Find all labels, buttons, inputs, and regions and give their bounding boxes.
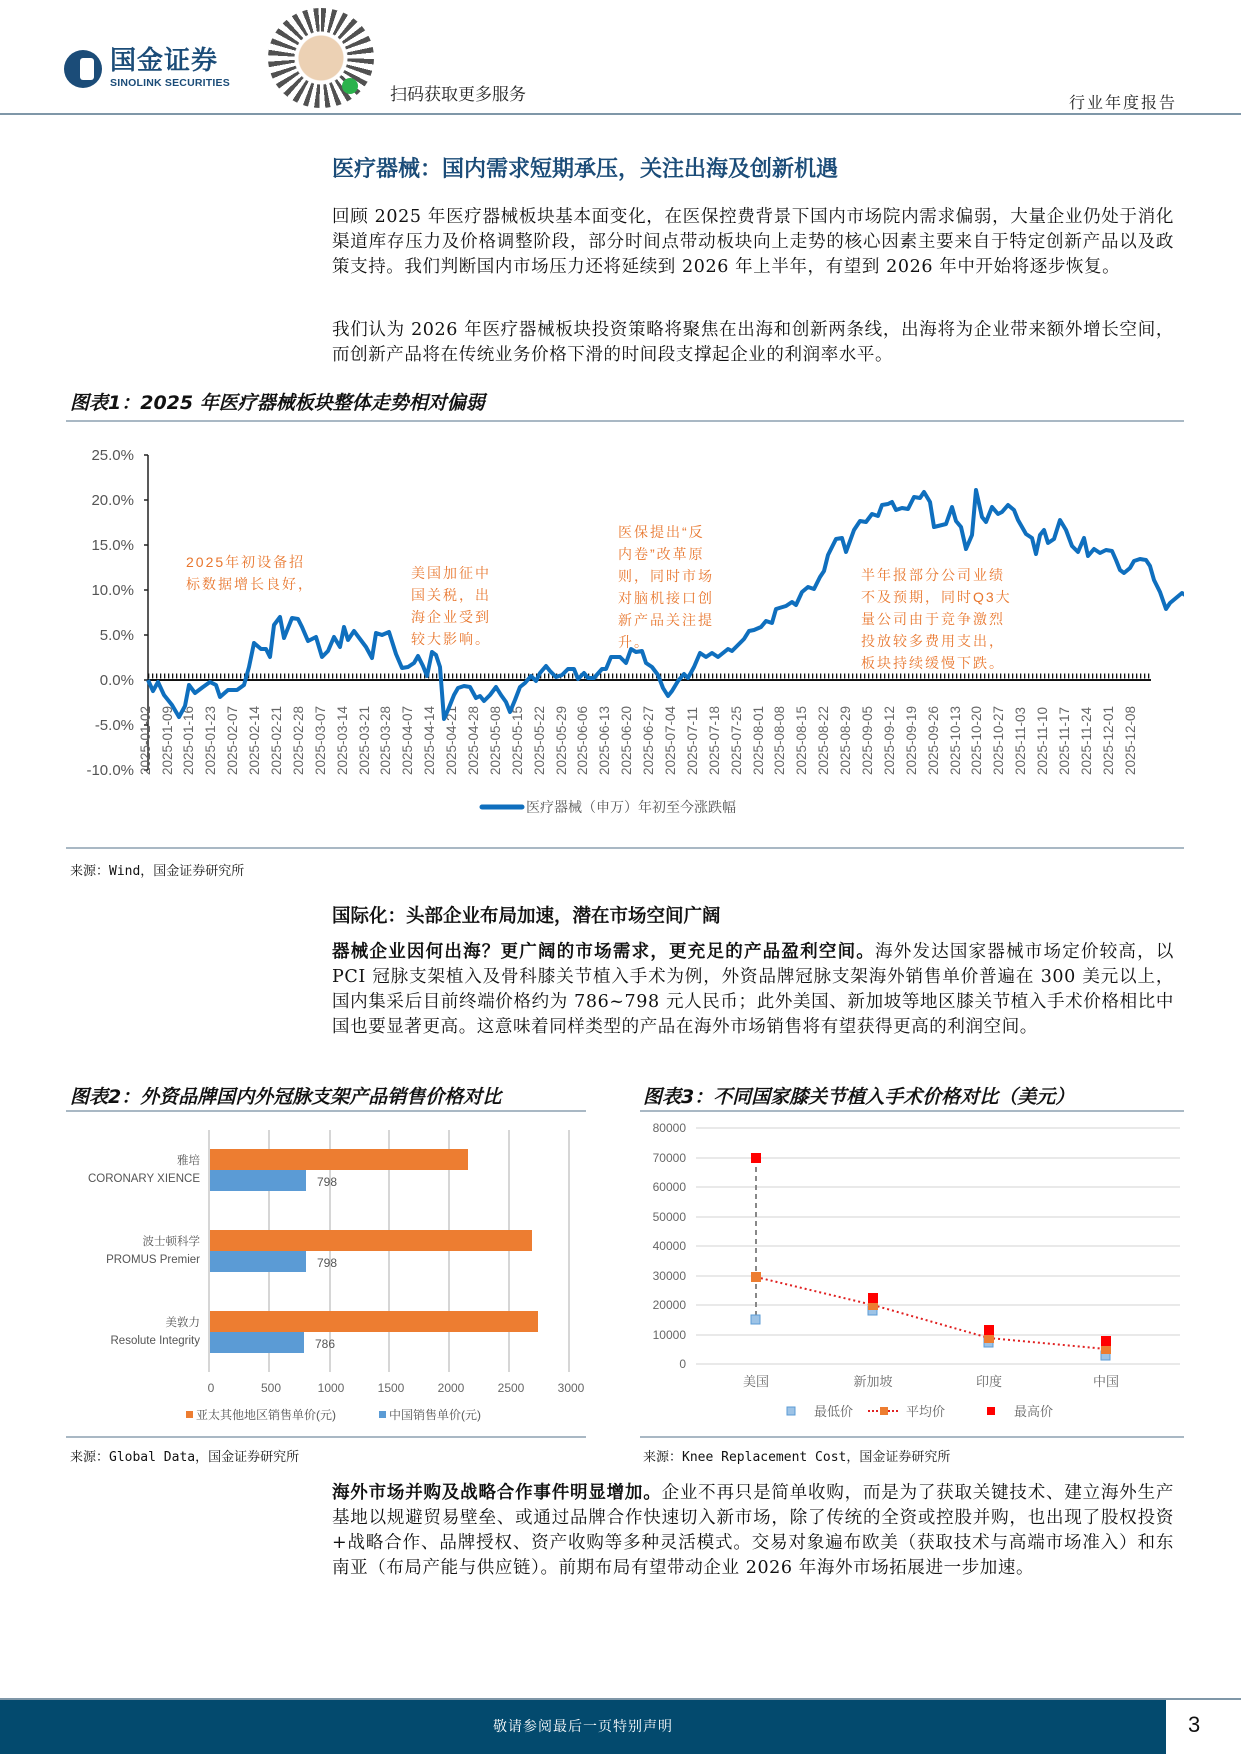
svg-text:-10.0%: -10.0% [86, 762, 134, 779]
paragraph-why-overseas-lead: 器械企业因何出海？更广阔的市场需求，更充足的产品盈利空间。 [332, 942, 876, 962]
gridlines [696, 1128, 1180, 1364]
subsection-title: 国际化：头部企业布局加速，潜在市场空间广阔 [332, 906, 721, 927]
svg-text:医疗器械（申万）年初至今涨跌幅: 医疗器械（申万）年初至今涨跌幅 [526, 800, 736, 816]
series-avg [751, 1272, 1111, 1354]
svg-text:20.0%: 20.0% [91, 492, 134, 509]
svg-text:20000: 20000 [652, 1298, 686, 1312]
svg-text:2025-01-02: 2025-01-02 [138, 705, 153, 775]
svg-text:中国销售单价(元): 中国销售单价(元) [389, 1408, 481, 1422]
svg-text:2025-06-20: 2025-06-20 [619, 705, 634, 775]
bar-abbott-apac [210, 1149, 468, 1170]
svg-text:PROMUS Premier: PROMUS Premier [106, 1254, 200, 1266]
svg-text:美国加征中: 美国加征中 [411, 565, 491, 581]
figure2-legend [186, 1407, 481, 1422]
paragraph-strategy: 我们认为 2026 年医疗器械板块投资策略将聚焦在出海和创新两条线，出海将为企业带来额外增长空间，而创新产品将在传统业务价格下滑的时间段支撑起企业的利润率水平。 [332, 320, 1174, 365]
svg-text:2025-03-28: 2025-03-28 [378, 705, 393, 775]
svg-text:2025-09-19: 2025-09-19 [904, 705, 919, 775]
figure3-legend [787, 1404, 1053, 1419]
svg-text:2025-12-01: 2025-12-01 [1101, 705, 1116, 775]
svg-text:2025-05-08: 2025-05-08 [488, 705, 503, 775]
figure1-bottom-rule [66, 847, 1184, 849]
page-number: 3 [1188, 1712, 1201, 1737]
svg-text:半年报部分公司业绩: 半年报部分公司业绩 [861, 567, 1005, 583]
annotation-early-2025 [186, 554, 314, 593]
svg-text:美国: 美国 [742, 1374, 770, 1389]
svg-text:2025-11-03: 2025-11-03 [1013, 706, 1028, 775]
svg-text:2025-02-07: 2025-02-07 [225, 705, 240, 775]
svg-text:10.0%: 10.0% [91, 582, 134, 599]
svg-text:内卷”改革原: 内卷”改革原 [618, 546, 705, 562]
svg-text:0: 0 [679, 1357, 686, 1371]
logo-icon [64, 50, 102, 88]
svg-text:2025-09-05: 2025-09-05 [860, 705, 875, 775]
svg-text:波士顿科学: 波士顿科学 [142, 1236, 200, 1248]
svg-text:2025-07-18: 2025-07-18 [707, 705, 722, 775]
svg-text:标数据增长良好，: 标数据增长良好， [186, 576, 314, 592]
svg-text:2025-10-20: 2025-10-20 [969, 705, 984, 775]
svg-text:2025-01-09: 2025-01-09 [160, 705, 175, 775]
svg-text:2025年初设备招: 2025年初设备招 [186, 554, 306, 570]
svg-text:国关税，出: 国关税，出 [411, 587, 491, 603]
bar-boston-apac [210, 1230, 532, 1251]
svg-text:2025-11-24: 2025-11-24 [1079, 706, 1094, 775]
svg-text:2025-01-16: 2025-01-16 [181, 705, 196, 775]
bar-boston-china [210, 1251, 306, 1272]
svg-text:2025-09-12: 2025-09-12 [882, 705, 897, 775]
header-divider [0, 113, 1241, 115]
svg-text:2025-11-10: 2025-11-10 [1035, 706, 1050, 775]
paragraph-review: 回顾 2025 年医疗器械板块基本面变化，在医保控费背景下国内市场院内需求偏弱，大量企业仍处于消化渠道库存压力及价格调整阶段，部分时间点带动板块向上走势的核心因素主要来自于特定创新产品以及政策支持。我们判断国内市场压力还将延续到 2026 年上半年，有望到 2026 年中开始将逐步恢复。 [332, 207, 1174, 277]
bar-medtronic-apac [210, 1311, 538, 1332]
svg-text:2025-10-13: 2025-10-13 [948, 705, 963, 775]
figure1-line-chart [66, 425, 1184, 825]
svg-text:2025-06-06: 2025-06-06 [575, 705, 590, 775]
svg-text:2025-01-23: 2025-01-23 [203, 705, 218, 775]
svg-text:80000: 80000 [652, 1121, 686, 1135]
svg-text:亚太其他地区销售单价(元): 亚太其他地区销售单价(元) [196, 1408, 336, 1422]
section-title: 医疗器械：国内需求短期承压，关注出海及创新机遇 [332, 157, 839, 182]
svg-text:新加坡: 新加坡 [853, 1374, 893, 1389]
qr-code-icon[interactable] [268, 8, 374, 108]
logo-cn: 国金证券 [110, 46, 219, 76]
svg-text:25.0%: 25.0% [91, 447, 134, 464]
figure2-bar-chart [66, 1112, 586, 1442]
svg-text:医保提出“反: 医保提出“反 [618, 524, 705, 540]
svg-text:2025-05-22: 2025-05-22 [532, 705, 547, 775]
svg-text:2025-08-08: 2025-08-08 [772, 705, 787, 775]
svg-text:30000: 30000 [652, 1269, 686, 1283]
figure1-source: 来源：Wind，国金证券研究所 [70, 864, 245, 879]
svg-text:0: 0 [207, 1381, 215, 1395]
svg-text:2025-03-14: 2025-03-14 [335, 705, 350, 775]
paragraph-why-overseas-body: 海外发达国家器械市场定价较高，以 PCI 冠脉支架植入及骨科膝关节植入手术为例，外资品牌冠脉支架海外销售单价普遍在 300 美元以上，国内集采后目前终端价格约为 786~798 元人民币；此外美国、新加坡等地区膝关节植入手术价格相比中国也要显著更高。这意味着同样类型的产品在海外市场销售将有望获得更高的利润空间。 [332, 942, 1174, 1037]
svg-text:-5.0%: -5.0% [94, 717, 134, 734]
qr-caption: 扫码获取更多服务 [390, 85, 526, 105]
svg-text:2025-04-21: 2025-04-21 [444, 705, 459, 775]
svg-text:新产品关注提: 新产品关注提 [618, 612, 714, 628]
figure3-scatter-chart [640, 1112, 1184, 1442]
svg-text:2025-10-27: 2025-10-27 [991, 705, 1006, 775]
paragraph-ma [332, 1481, 1174, 1581]
svg-text:较大影响。: 较大影响。 [411, 631, 491, 647]
svg-text:最低价: 最低价 [814, 1404, 854, 1419]
svg-text:15.0%: 15.0% [91, 537, 134, 554]
x-axis [743, 1374, 1119, 1389]
svg-text:2025-09-26: 2025-09-26 [926, 705, 941, 775]
x-axis [208, 1381, 585, 1395]
svg-text:2025-06-13: 2025-06-13 [597, 705, 612, 775]
svg-text:中国: 中国 [1092, 1374, 1120, 1389]
svg-text:1500: 1500 [377, 1381, 405, 1395]
svg-text:2025-11-17: 2025-11-17 [1057, 706, 1072, 775]
svg-text:板块持续缓慢下跌。: 板块持续缓慢下跌。 [861, 655, 1005, 671]
svg-text:平均价: 平均价 [906, 1404, 946, 1419]
paragraph-ma-lead: 海外市场并购及战略合作事件明显增加。 [332, 1483, 662, 1503]
svg-text:798: 798 [317, 1256, 338, 1270]
svg-text:40000: 40000 [652, 1239, 686, 1253]
svg-text:2025-05-29: 2025-05-29 [554, 705, 569, 775]
svg-text:2025-04-14: 2025-04-14 [422, 705, 437, 775]
svg-text:Resolute Integrity: Resolute Integrity [110, 1335, 200, 1347]
svg-text:2025-08-15: 2025-08-15 [794, 705, 809, 775]
svg-text:2000: 2000 [437, 1381, 465, 1395]
svg-text:500: 500 [260, 1381, 282, 1395]
svg-text:2025-04-28: 2025-04-28 [466, 705, 481, 775]
svg-text:3000: 3000 [557, 1381, 585, 1395]
bar-medtronic-china [210, 1332, 304, 1353]
annotation-us-tariff [411, 565, 491, 647]
svg-text:2025-12-08: 2025-12-08 [1123, 705, 1138, 775]
paragraph-why-overseas [332, 940, 1174, 1040]
figure3-source: 来源：Knee Replacement Cost，国金证券研究所 [643, 1450, 951, 1465]
figure2-title: 图表2：外资品牌国内外冠脉支架产品销售价格对比 [70, 1086, 502, 1108]
svg-text:2025-08-01: 2025-08-01 [751, 705, 766, 775]
svg-text:美敦力: 美敦力 [165, 1317, 200, 1329]
svg-text:2025-06-27: 2025-06-27 [641, 705, 656, 775]
svg-text:对脑机接口创: 对脑机接口创 [618, 590, 714, 606]
svg-text:升。: 升。 [618, 634, 650, 650]
figure1-title: 图表1：2025 年医疗器械板块整体走势相对偏弱 [70, 392, 485, 414]
report-type: 行业年度报告 [1068, 93, 1177, 112]
paragraph-ma-body: 企业不再只是简单收购，而是为了获取关键技术、建立海外生产基地以规避贸易壁垒、或通过品牌合作快速切入新市场，除了传统的全资或控股并购，也出现了股权投资+战略合作、品牌授权、资产收购等多种灵活模式。交易对象遍布欧美（获取技术与高端市场准入）和东南亚（布局产能与供应链）。前期布局有望带动企业 2026 年海外市场拓展进一步加速。 [332, 1483, 1174, 1578]
svg-text:70000: 70000 [652, 1151, 686, 1165]
figure1-top-rule [66, 420, 1184, 422]
svg-text:不及预期，同时Q3大: 不及预期，同时Q3大 [861, 589, 1012, 605]
svg-text:50000: 50000 [652, 1210, 686, 1224]
svg-text:2025-03-07: 2025-03-07 [313, 705, 328, 775]
svg-text:CORONARY XIENCE: CORONARY XIENCE [87, 1173, 200, 1185]
series-max [751, 1153, 1111, 1346]
logo-en: SINOLINK SECURITIES [110, 77, 230, 89]
bar-abbott-china [210, 1170, 306, 1191]
svg-text:2025-07-25: 2025-07-25 [729, 705, 744, 775]
svg-text:最高价: 最高价 [1014, 1404, 1054, 1419]
category-labels [88, 1153, 201, 1347]
svg-text:10000: 10000 [652, 1328, 686, 1342]
y-axis [653, 1121, 687, 1371]
svg-text:印度: 印度 [975, 1374, 1003, 1389]
svg-text:2025-07-11: 2025-07-11 [685, 706, 700, 775]
figure3-title: 图表3：不同国家膝关节植入手术价格对比（美元） [643, 1086, 1075, 1108]
mini-program-icon [342, 78, 358, 94]
figure3-bottom-rule [640, 1436, 1184, 1438]
svg-text:5.0%: 5.0% [99, 627, 134, 644]
svg-text:雅培: 雅培 [177, 1155, 200, 1167]
y-axis [86, 447, 134, 779]
svg-text:2025-02-21: 2025-02-21 [269, 705, 284, 775]
series-min [751, 1306, 1110, 1360]
figure2-source: 来源：Global Data，国金证券研究所 [70, 1450, 300, 1465]
svg-text:2025-08-22: 2025-08-22 [816, 705, 831, 775]
svg-text:海企业受到: 海企业受到 [411, 609, 491, 625]
figure1-legend [482, 799, 736, 816]
svg-text:2025-07-04: 2025-07-04 [663, 705, 678, 775]
svg-text:则，同时市场: 则，同时市场 [618, 568, 714, 584]
svg-text:2025-02-28: 2025-02-28 [291, 705, 306, 775]
svg-text:2025-03-21: 2025-03-21 [357, 705, 372, 775]
svg-text:2025-02-14: 2025-02-14 [247, 705, 262, 775]
svg-text:798: 798 [317, 1175, 338, 1189]
svg-text:60000: 60000 [652, 1180, 686, 1194]
svg-text:1000: 1000 [317, 1381, 345, 1395]
svg-text:投放较多费用支出，: 投放较多费用支出， [861, 633, 1005, 649]
svg-text:786: 786 [315, 1337, 336, 1351]
svg-text:2025-05-15: 2025-05-15 [510, 705, 525, 775]
annotation-half-year [861, 567, 1012, 671]
svg-text:2025-08-29: 2025-08-29 [838, 705, 853, 775]
footer-disclaimer[interactable]: 敬请参阅最后一页特别声明 [493, 1719, 673, 1735]
figure2-bottom-rule [66, 1436, 586, 1438]
company-logo [64, 48, 230, 89]
annotation-anti-involution [618, 524, 714, 650]
svg-text:0.0%: 0.0% [99, 672, 134, 689]
svg-text:量公司由于竞争激烈: 量公司由于竞争激烈 [861, 611, 1005, 627]
svg-text:2500: 2500 [497, 1381, 525, 1395]
x-axis-labels [138, 705, 1138, 775]
svg-text:2025-04-07: 2025-04-07 [400, 705, 415, 775]
